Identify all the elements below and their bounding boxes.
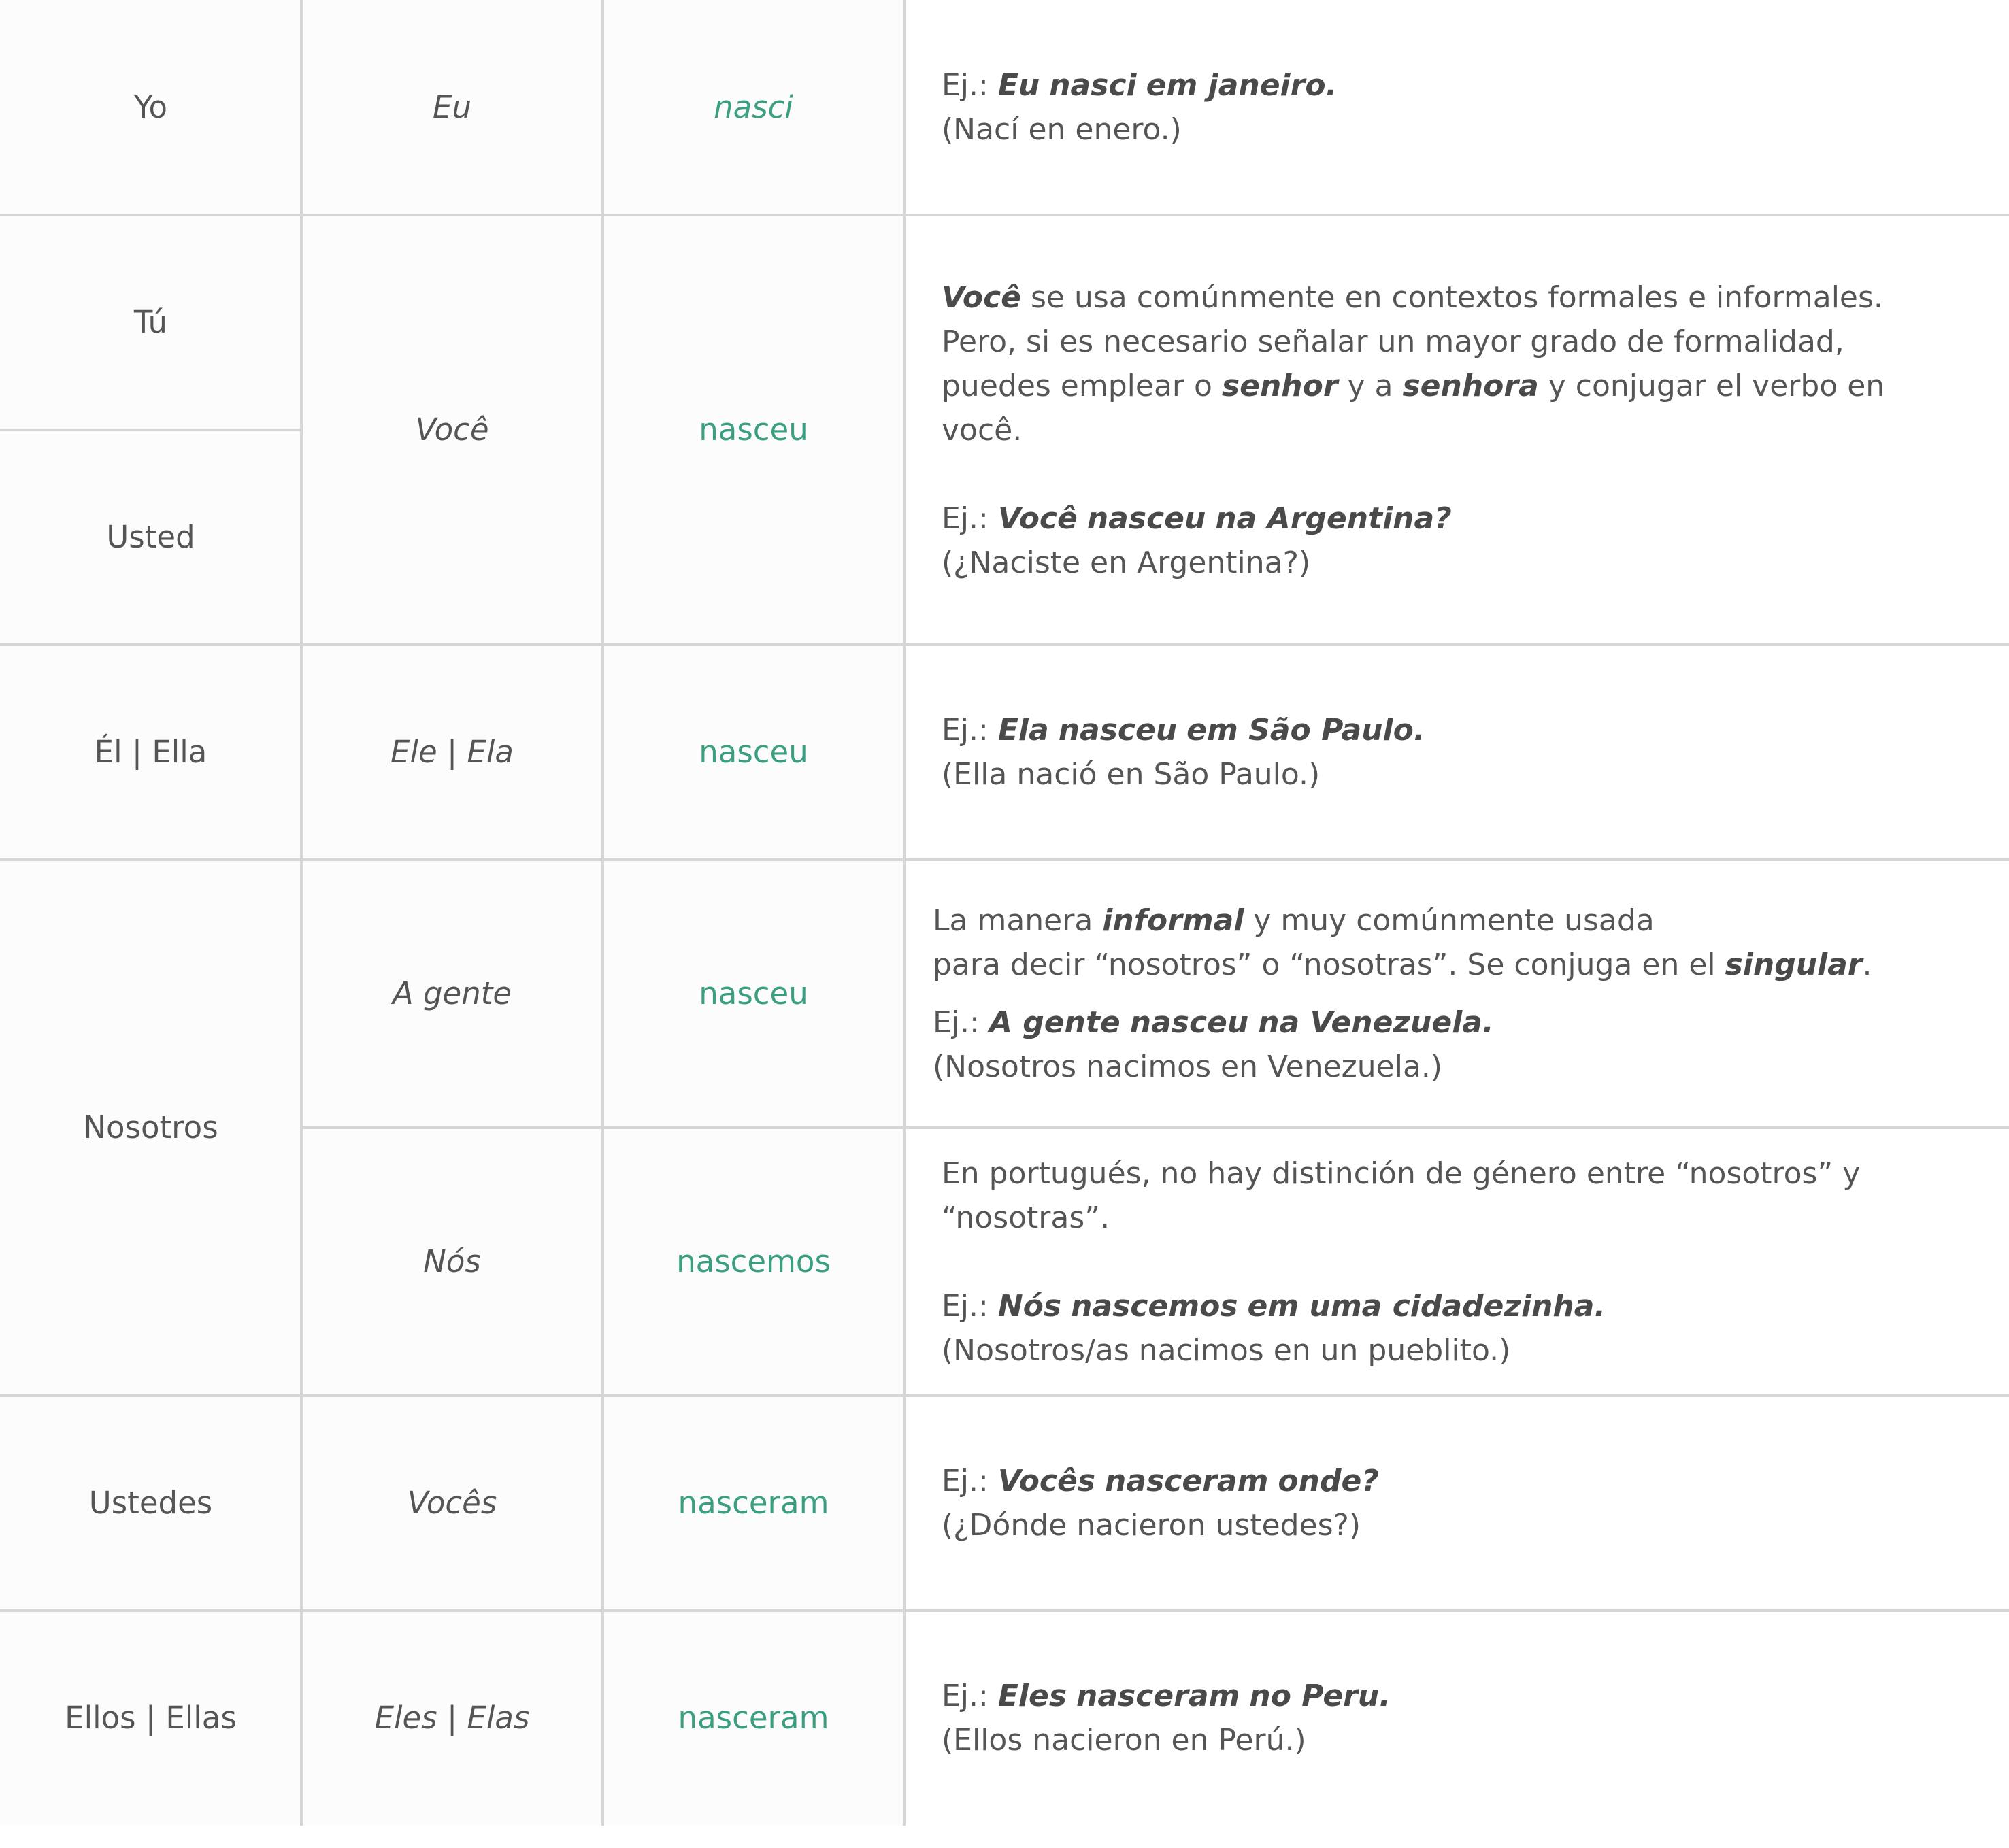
note-text: para decir “nosotros” o “nosotras”. Se conjuga en el <box>933 947 1725 982</box>
example-prefix: Ej.: <box>933 1005 980 1040</box>
example-sentence <box>942 497 1885 541</box>
spanish-pronoun-el-ella <box>0 645 301 860</box>
example-verb: nasci <box>1049 68 1137 103</box>
column-divider <box>903 0 906 1826</box>
example-sentence <box>942 1674 1391 1718</box>
verb-form-label: nasceu <box>699 975 808 1011</box>
example-sentence <box>933 1001 1872 1045</box>
spanish-pronoun-label: Ustedes <box>88 1484 213 1521</box>
spanish-pronoun-label: Él | Ella <box>94 733 207 770</box>
note-text: La manera <box>933 903 1103 938</box>
note-keyword: senhor <box>1221 368 1338 403</box>
spanish-pronoun-tu <box>0 215 301 430</box>
example-verb: nasceu <box>1129 1005 1249 1040</box>
portuguese-pronoun-eles-elas <box>301 1611 603 1826</box>
example-rest: em janeiro. <box>1146 68 1338 103</box>
row-divider <box>0 429 301 431</box>
example-translation: (¿Naciste en Argentina?) <box>942 545 1311 580</box>
spanish-pronoun-label: Usted <box>106 518 195 555</box>
verb-form-nasceu <box>603 645 904 860</box>
example-prefix: Ej.: <box>942 501 989 536</box>
example-rest: na Venezuela. <box>1258 1005 1494 1040</box>
example-subject: Eu <box>997 68 1040 103</box>
example-sentence <box>942 1459 1379 1503</box>
note-text: Pero, si es necesario señalar un mayor grado de formalidad, <box>942 324 1844 359</box>
example-cell-ele-ela <box>904 645 2009 860</box>
example-subject: A gente <box>989 1005 1120 1040</box>
verb-form-nasci <box>603 0 904 215</box>
portuguese-pronoun-label: Nós <box>423 1243 481 1279</box>
verb-form-nasceu <box>603 860 904 1128</box>
example-cell-a-gente <box>904 860 2009 1128</box>
example-cell-voces <box>904 1396 2009 1611</box>
example-subject: Eles <box>997 1679 1067 1713</box>
column-divider <box>300 0 303 1826</box>
usage-note <box>942 364 1885 408</box>
spanish-pronoun-label: Tú <box>133 303 168 340</box>
example-rest: em uma cidadezinha. <box>1247 1288 1606 1324</box>
note-keyword: senhora <box>1402 368 1539 403</box>
verb-form-label: nasceu <box>699 733 808 770</box>
usage-note <box>933 943 1872 987</box>
verb-form-label: nasceu <box>699 411 808 448</box>
verb-form-label: nasceram <box>678 1484 829 1521</box>
example-cell-eles-elas <box>904 1611 2009 1826</box>
verb-form-nasceram <box>603 1396 904 1611</box>
spanish-pronoun-yo <box>0 0 301 215</box>
example-rest: em São Paulo. <box>1186 713 1425 747</box>
note-text: y muy comúnmente usada <box>1244 903 1655 938</box>
note-text: se usa comúnmente en contextos formales e informales. <box>1021 280 1883 315</box>
portuguese-pronoun-nos <box>301 1128 603 1396</box>
example-verb: nascemos <box>1071 1288 1238 1324</box>
verb-form-label: nascemos <box>676 1243 831 1279</box>
note-text: y a <box>1338 368 1403 403</box>
spanish-pronoun-ellos-ellas <box>0 1611 301 1826</box>
spanish-pronoun-label: Yo <box>133 88 168 125</box>
note-text: “nosotras”. <box>942 1200 1110 1235</box>
portuguese-pronoun-ele-ela <box>301 645 603 860</box>
example-verb: nasceram <box>1105 1464 1269 1498</box>
note-text: puedes emplear o <box>942 368 1222 403</box>
portuguese-pronoun-label: A gente <box>392 975 512 1011</box>
portuguese-pronoun-voces <box>301 1396 603 1611</box>
example-translation: (Ellos nacieron en Perú.) <box>942 1723 1306 1758</box>
example-rest: na Argentina? <box>1215 501 1452 536</box>
spanish-pronoun-label: Ellos | Ellas <box>65 1699 237 1736</box>
example-prefix: Ej.: <box>942 68 989 103</box>
spanish-pronoun-label: Nosotros <box>83 1109 218 1145</box>
note-text: y conjugar el verbo en <box>1538 368 1885 403</box>
example-prefix: Ej.: <box>942 713 989 747</box>
example-rest: onde? <box>1278 1464 1379 1498</box>
example-translation: (Nosotros nacimos en Venezuela.) <box>933 1049 1443 1084</box>
verb-form-nasceram <box>603 1611 904 1826</box>
portuguese-pronoun-eu <box>301 0 603 215</box>
note-text: . <box>1862 947 1872 982</box>
example-rest: no Peru. <box>1249 1679 1391 1713</box>
verb-form-nascemos <box>603 1128 904 1396</box>
portuguese-pronoun-label: Vocês <box>407 1484 497 1521</box>
verb-form-label: nasci <box>714 88 793 125</box>
note-keyword: informal <box>1102 903 1244 938</box>
example-prefix: Ej.: <box>942 1288 989 1324</box>
example-verb: nasceu <box>1086 501 1206 536</box>
usage-note <box>942 275 1885 320</box>
spanish-pronoun-usted <box>0 430 301 645</box>
example-subject: Nós <box>997 1288 1062 1324</box>
example-subject: Você <box>997 501 1078 536</box>
row-divider <box>301 1126 2009 1129</box>
example-prefix: Ej.: <box>942 1464 989 1498</box>
verb-form-label: nasceram <box>678 1699 829 1736</box>
column-divider <box>601 0 604 1826</box>
example-prefix: Ej.: <box>942 1679 989 1713</box>
example-cell-voce <box>904 215 2009 645</box>
example-translation: (Ella nació en São Paulo.) <box>942 757 1321 792</box>
portuguese-pronoun-label: Ele | Ela <box>391 733 514 770</box>
usage-note <box>933 898 1872 943</box>
example-verb: nasceram <box>1076 1679 1240 1713</box>
note-text: você. <box>942 412 1023 448</box>
note-text: En portugués, no hay distinción de género entre “nosotros” y <box>942 1156 1861 1191</box>
example-subject: Ela <box>997 713 1049 747</box>
verb-form-nasceu <box>603 215 904 645</box>
example-subject: Vocês <box>997 1464 1096 1498</box>
spanish-pronoun-nosotros <box>0 860 301 1396</box>
portuguese-pronoun-label: Você <box>415 411 489 448</box>
example-verb: nasceu <box>1058 713 1178 747</box>
portuguese-pronoun-voce <box>301 215 603 645</box>
example-translation: (Nací en enero.) <box>942 112 1182 147</box>
example-cell-yo <box>904 0 2009 215</box>
example-translation: (Nosotros/as nacimos en un pueblito.) <box>942 1332 1511 1368</box>
example-translation: (¿Dónde nacieron ustedes?) <box>942 1508 1361 1543</box>
portuguese-pronoun-label: Eu <box>433 88 471 125</box>
example-sentence <box>942 63 1337 107</box>
note-keyword: singular <box>1725 947 1863 982</box>
note-keyword: Você <box>942 280 1022 315</box>
example-sentence <box>942 708 1425 752</box>
example-cell-nos <box>904 1128 2009 1396</box>
portuguese-pronoun-a-gente <box>301 860 603 1128</box>
spanish-pronoun-ustedes <box>0 1396 301 1611</box>
example-sentence <box>942 1284 1860 1328</box>
portuguese-pronoun-label: Eles | Elas <box>374 1699 530 1736</box>
